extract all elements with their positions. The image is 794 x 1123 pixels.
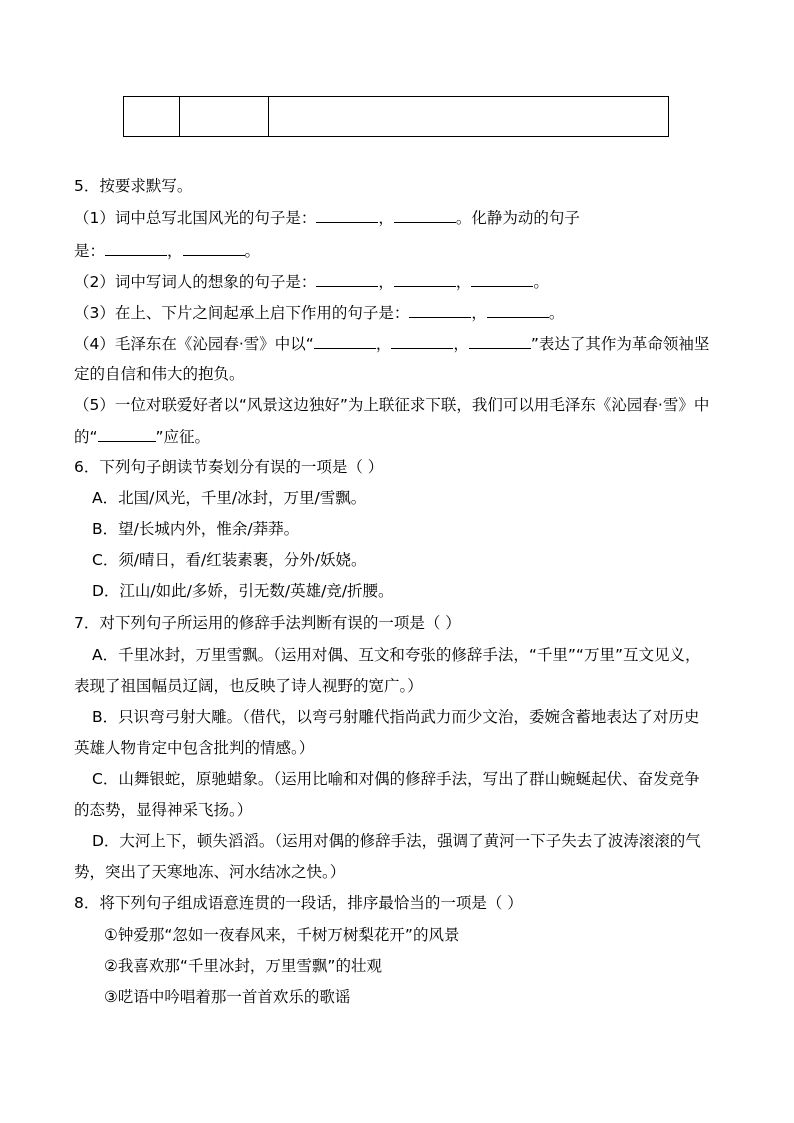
q8-item-2: ②我喜欢那“千里冰封，万里雪飘”的壮观 xyxy=(104,957,382,975)
q5-item-4-cont: 定的自信和伟大的抱负。 xyxy=(74,365,245,383)
q7-option-b: B．只识弯弓射大雕。（借代，以弯弓射雕代指尚武力而少文治，委婉含蓄地表达了对历史 xyxy=(92,708,700,726)
q5-item-1: （1）词中总写北国风光的句子是： ， 。化静为动的句子 xyxy=(74,209,580,227)
table-cell xyxy=(269,97,668,136)
blank xyxy=(183,240,245,256)
q6-option-d: D．江山/如此/多娇，引无数/英雄/竞/折腰。 xyxy=(92,582,394,600)
q5-item-5-cont: 的“ ”应征。 xyxy=(74,428,211,446)
q7-option-a-cont: 表现了祖国幅员辽阔，也反映了诗人视野的宽广。） xyxy=(74,677,423,695)
table-cell xyxy=(180,97,269,136)
table-cell xyxy=(124,97,180,136)
blank xyxy=(105,240,167,256)
q7-option-c: C．山舞银蛇，原驰蜡象。（运用比喻和对偶的修辞手法，写出了群山蜿蜒起伏、奋发竞争 xyxy=(92,770,700,788)
q5-item-1-cont: 是： ， 。 xyxy=(74,242,261,260)
blank xyxy=(469,333,531,349)
blank xyxy=(394,207,456,223)
q8-item-3: ③呓语中吟唱着那一首首欢乐的歌谣 xyxy=(104,988,351,1006)
q7-option-b-cont: 英雄人物肯定中包含批判的情感。） xyxy=(74,739,315,757)
q7-option-d: D．大河上下，顿失滔滔。（运用对偶的修辞手法，强调了黄河一下子失去了波涛滚滚的气 xyxy=(92,832,701,850)
blank xyxy=(409,302,471,318)
blank xyxy=(487,302,549,318)
q5-item-5: （5）一位对联爱好者以“风景这边独好”为上联征求下联，我们可以用毛泽东《沁园春·雪》中 xyxy=(74,396,710,414)
q5-item-4: （4）毛泽东在《沁园春·雪》中以“ ， ， ”表达了其作为革命领袖坚 xyxy=(74,335,710,353)
blank xyxy=(316,207,378,223)
blank xyxy=(314,333,376,349)
question-8-title: 8．将下列句子组成语意连贯的一段话，排序最恰当的一项是（ ） xyxy=(74,894,523,912)
q6-option-b: B．望/长城内外，惟余/莽莽。 xyxy=(92,520,300,538)
q7-option-d-cont: 势，突出了天寒地冻、河水结冰之快。） xyxy=(74,863,346,881)
q5-item-3: （3）在上、下片之间起承上启下作用的句子是： ， 。 xyxy=(74,304,565,322)
question-6-title: 6．下列句子朗读节奏划分有误的一项是（ ） xyxy=(74,458,384,476)
answer-table xyxy=(123,96,669,137)
blank xyxy=(316,271,378,287)
q6-option-c: C．须/晴日，看/红装素裹，分外/妖娆。 xyxy=(92,551,367,569)
question-5-title: 5．按要求默写。 xyxy=(74,177,193,195)
blank xyxy=(394,271,456,287)
q8-item-1: ①钟爱那“忽如一夜春风来，千树万树梨花开”的风景 xyxy=(104,926,460,944)
q6-option-a: A．北国/风光，千里/冰封，万里/雪飘。 xyxy=(92,489,367,507)
q5-item-2: （2）词中写词人的想象的句子是： ， ， 。 xyxy=(74,273,549,291)
blank xyxy=(471,271,533,287)
blank xyxy=(98,426,156,442)
blank xyxy=(391,333,453,349)
question-7-title: 7．对下列句子所运用的修辞手法判断有误的一项是（ ） xyxy=(74,614,461,632)
q7-option-c-cont: 的态势，显得神采飞扬。） xyxy=(74,801,253,819)
q7-option-a: A．千里冰封，万里雪飘。（运用对偶、互文和夸张的修辞手法，“千里”“万里”互文见义， xyxy=(92,646,701,664)
